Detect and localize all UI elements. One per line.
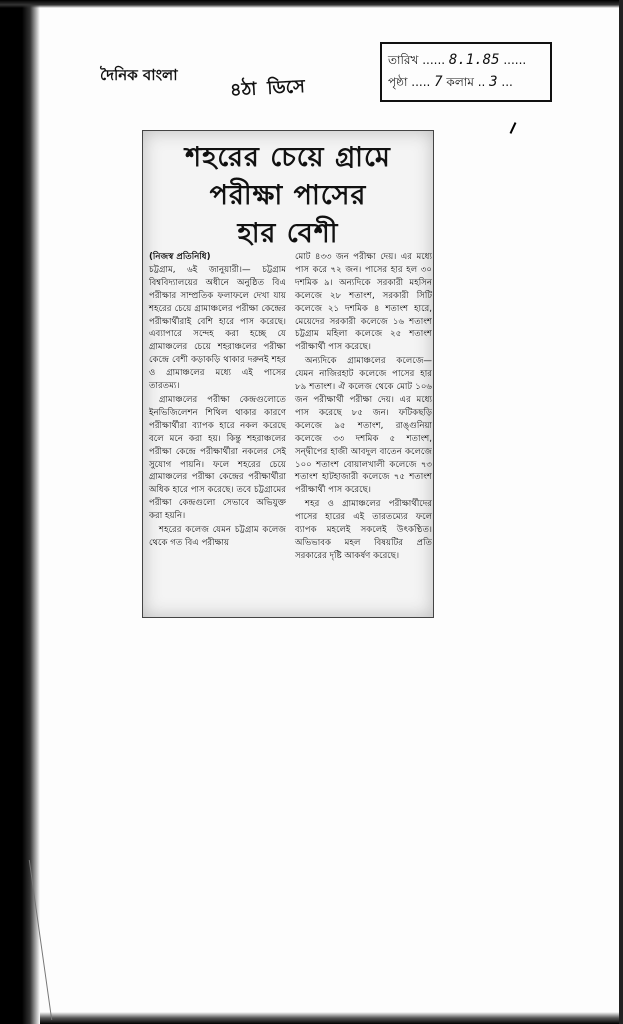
stamp-date-row: তারিখ ...... 8.1.85 ...... bbox=[388, 52, 527, 68]
article-byline: (নিজস্ব প্রতিনিধি) bbox=[149, 252, 211, 262]
archive-stamp bbox=[380, 42, 552, 102]
article-paragraph: গ্রামাঞ্চলের পরীক্ষা কেন্দ্রগুলোতে ইনভিজিলেশন শিথিল থাকার কারণে পরীক্ষার্থীরা ব্যাপক হারে নকল করেছে বলে মনে করা হয়। কিন্তু শহরাঞ্চলের পরীক্ষা কেন্দ্রে পরীক্ষার্থীরা নকলের সেই সুযোগ পায়নি। ফলে শহরের চেয়ে গ্রামাঞ্চলের পরীক্ষা কেন্দ্রের পরীক্ষার্থীরা অধিক হারে পাস করেছে। তবে চট্টগ্রামের পরীক্ষা কেন্দ্রগুলো সেভাবে অভিযুক্ত করা হয়নি। bbox=[149, 394, 286, 522]
pen-mark bbox=[510, 122, 517, 134]
stamp-column-value: 3 bbox=[489, 74, 498, 90]
newspaper-name: দৈনিক বাংলা bbox=[100, 66, 178, 84]
article-paragraph: চট্টগ্রাম, ৬ই জানুয়ারী।— চট্টগ্রাম বিশ্ববিদ্যালয়ের অধীনে অনুষ্ঠিত বিএ পরীক্ষার সাম্প্রতিক ফলাফলে দেখা যায় শহরের চেয়ে গ্রামাঞ্চলের পরীক্ষা কেন্দ্রের পরীক্ষার্থীরাই বেশি হারে পাস করেছে। এব্যাপারে সন্দেহ করা হচ্ছে যে গ্রামাঞ্চলের চেয়ে শহরাঞ্চলের পরীক্ষা কেন্দ্রে বেশী কড়াকড়ি থাকার দরুনই শহর ও গ্রামাঞ্চলের মধ্যে এই পাসের তারতম্য। bbox=[149, 264, 286, 392]
headline-line: পরীক্ষা পাসের bbox=[209, 180, 367, 211]
article-paragraph: মোট ৪৩৩ জন পরীক্ষা দেয়। এর মধ্যে পাস করে ৭২ জন। পাসের হার হল ৩০ দশমিক ৯। অন্যদিকে সরকারী মহসিন কলেজে ২৮ শতাংশ, সরকারী সিটি কলেজে ২১ দশমিক ৪ শতাংশ হারে, মেয়েদের সরকারী কলেজে ১৬ শতাংশ চট্টগ্রাম মহিলা কলেজে ২৫ শতাংশ পরীক্ষার্থী পাস করেছে। bbox=[295, 252, 432, 353]
headline-line: হার বেশী bbox=[237, 218, 339, 249]
stamp-page-value: 7 bbox=[434, 74, 443, 90]
article-paragraph: অন্যদিকে গ্রামাঞ্চলের কলেজে— যেমন নাজিরহাট কলেজে পাসের হার ৮৯ শতাংশ। ঐ কলেজ থেকে মোট ১০৬ জন পরীক্ষার্থী পরীক্ষা দেয়। এর মধ্যে পাস করেছে ৮৫ জন। ফটিকছড়ি কলেজে ৯৫ শতাংশ, রাঙ্গুনিয়া কলেজে ৩৩ দশমিক ৫ শতাংশ, সন্দ্বীপের হাজী আবদুল বাতেন কলেজে ১০০ শতাংশ বোয়ালখালী কলেজে ৭৩ শতাংশ হাটহাজারী কলেজে ৭৫ শতাংশ পরীক্ষার্থী পাস করেছে। bbox=[295, 356, 432, 496]
stamp-date-label: তারিখ bbox=[388, 53, 419, 67]
scan-top-edge bbox=[0, 0, 623, 8]
article-headline bbox=[143, 139, 433, 253]
newspaper-clipping bbox=[142, 130, 434, 618]
article-column-left bbox=[149, 251, 286, 550]
stamp-page-label: পৃষ্ঠা bbox=[388, 75, 408, 89]
article-paragraph: শহর ও গ্রামাঞ্চলের পরীক্ষার্থীদের পাসের হারের এই তারতম্যের ফলে ব্যাপক মহলেই সকলেই উৎকণ্ঠিত। অভিভাবক মহল বিষয়টির প্রতি সরকারের দৃষ্টি আকর্ষণ করেছে। bbox=[295, 499, 432, 561]
stamp-date-value: 8.1.85 bbox=[448, 52, 500, 68]
stamp-page-row: পৃষ্ঠা ..... 7 কলাম .. 3 ... bbox=[388, 74, 513, 90]
article-paragraph: শহরের কলেজ যেমন চট্টগ্রাম কলেজ থেকে গত বিএ পরীক্ষায় bbox=[149, 525, 286, 548]
handwritten-date: ৪ঠা ডিসে bbox=[229, 76, 306, 101]
headline-line: শহরের চেয়ে গ্রামে bbox=[185, 142, 391, 173]
article-column-right bbox=[295, 251, 432, 563]
scan-right-edge bbox=[619, 0, 623, 1024]
stamp-column-label: কলাম bbox=[446, 75, 474, 89]
scan-bottom-edge bbox=[40, 1012, 623, 1024]
